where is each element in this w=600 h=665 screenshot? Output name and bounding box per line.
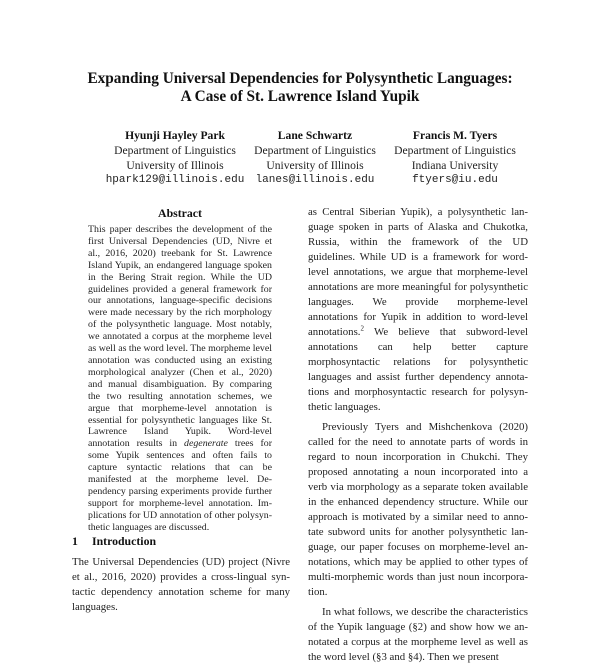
- abstract-emphasis: degenerate: [184, 438, 228, 450]
- right-paragraph-2: Previously Tyers and Mishchenkova (2020) called for the need to annotate parts of words in regard to noun incorporation in Chukchi. They proposed annotating a noun incorporated into a verb via morphology as a separate token available in the enhanced dependency structure. While our approach is motivated by a similar need to annotate subword units for another polysynthetic language, our paper focuses on morpheme-level annotations, which may be applied to other types of multi-morphemic words than just noun incorporation.: [308, 421, 528, 598]
- title-line-2: A Case of St. Lawrence Island Yupik: [180, 88, 420, 105]
- author-email: lanes@illinois.edu: [255, 174, 375, 186]
- author-dept: Department of Linguistics: [394, 144, 516, 157]
- paper-title: [0, 70, 600, 106]
- section-heading-introduction: [72, 534, 156, 549]
- intro-paragraph: The Universal Dependencies (UD) project (Nivre et al., 2016, 2020) provides a cross-lingual syntactic dependency annotation scheme for many languages.: [72, 556, 290, 613]
- title-line-1: Expanding Universal Dependencies for Polysynthetic Languages:: [87, 70, 513, 87]
- abstract-text-2: trees for some Yupik sentences and often fails to capture syntactic relations that can be manifested at the morpheme level. Dependency parsing experiments provide further support for morpheme-level annotation. Implications for UD annotation of other polysynthetic languages are discussed.: [88, 438, 273, 533]
- author-name: Francis M. Tyers: [412, 129, 498, 142]
- paragraph-text: as Central Siberian Yupik), a polysynthetic language spoken in parts of Alaska and Chukotka, Russia, within the framework of the UD guidelines. While UD is a framework for word-level annotations, we argue that morpheme-level annotations are more meaningful for polysynthetic languages. We provide morpheme-level annotations for Yupik in addition to word-level annotations.: [308, 206, 528, 338]
- author-name: Lane Schwartz: [277, 129, 353, 142]
- section-title: Introduction: [92, 534, 157, 548]
- right-paragraph-3: In what follows, we describe the characteristics of the Yupik language (§2) and show how we annotated a corpus at the morpheme level as well as the word level (§3 and §4). Then we present: [308, 606, 528, 663]
- abstract-text-1: This paper describes the development of the first Universal Dependencies (UD, Nivre et al., 2016, 2020) treebank for St. Lawrence Island Yupik, an endangered language spoken in the Bering Strait region. While the UD guidelines provided a general framework for our annotations, language-specific decisions were made necessary by the rich morphology of the polysynthetic language. Most notably, we annotated a corpus at the morpheme level as well as the word level. The morpheme level annotation was conducted using an existing morphological analyzer (Chen et al., 2020) and manual disambiguation. By comparing the two resulting annotation schemes, we argue that morpheme-level annotation is essential for polysynthetic languages like St. Lawrence Island Yupik. Word-level annotation results in: [88, 224, 272, 450]
- author-dept: Department of Linguistics: [114, 144, 236, 157]
- paragraph-text: We believe that subword-level annotations can help better capture morphosyntactic relations for polysynthetic languages and assist further dependency annotations and morphosyntactic research for polysynthetic languages.: [308, 326, 528, 413]
- abstract-body: [88, 224, 272, 534]
- footnote-marker[interactable]: 2: [360, 324, 364, 333]
- right-paragraph-1: [308, 205, 528, 415]
- author-email: ftyers@iu.edu: [412, 174, 498, 186]
- right-column: [308, 205, 528, 665]
- author-affiliation: University of Illinois: [266, 159, 364, 172]
- author-3: [370, 128, 540, 188]
- abstract-heading: Abstract: [158, 206, 202, 220]
- introduction-body: [72, 555, 290, 615]
- section-number: 1: [72, 534, 78, 548]
- author-affiliation: University of Illinois: [126, 159, 224, 172]
- author-email: hpark129@illinois.edu: [105, 174, 245, 186]
- author-name: Hyunji Hayley Park: [125, 129, 225, 142]
- abstract-paragraph: [88, 224, 272, 534]
- author-affiliation: Indiana University: [411, 159, 499, 172]
- author-dept: Department of Linguistics: [254, 144, 376, 157]
